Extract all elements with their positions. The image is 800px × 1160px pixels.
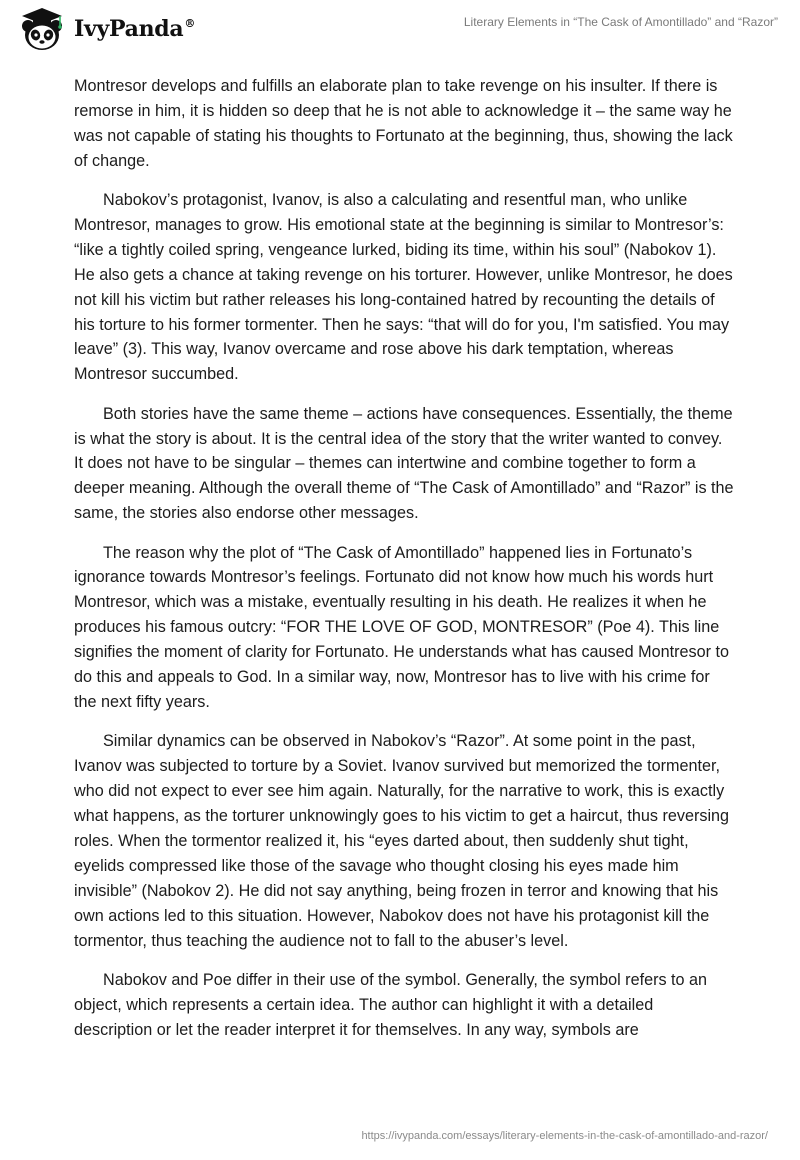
page-header [0,0,800,60]
paragraph: Nabokov’s protagonist, Ivanov, is also a calculating and resentful man, who unlike Montresor, manages to grow. His emotional state at the beginning is similar to Montresor’s: “like a tightly coiled spring, vengeance lurked, biding its time, within his soul” (Nabokov 1). He also gets a chance at taking revenge on his torturer. However, unlike Montresor, he does not kill his victim but rather releases his long-contained hatred by recounting the details of his torture to his former tormenter. Then he says: “that will do for you, I'm satisfied. You may leave” (3). This way, Ivanov overcame and rose above his dark temptation, whereas Montresor succumbed. [74,191,733,384]
running-title: Literary Elements in “The Cask of Amontillado” and “Razor” [463,15,778,29]
paragraph: Nabokov and Poe differ in their use of the symbol. Generally, the symbol refers to an object, which represents a certain idea. The author can highlight it with a detailed description or let the reader interpret it for themselves. In any way, symbols are [74,970,708,1039]
registered-mark: ® [184,17,196,30]
brand-text: IvyPanda [74,16,184,42]
paragraph: The reason why the plot of “The Cask of Amontillado” happened lies in Fortunato’s ignorance towards Montresor’s feelings. Fortunato did not know how much his words hurt Montresor, which was a mistake, eventually resulting in his death. He realizes it when he produces his famous outcry: “FOR THE LOVE OF GOD, MONTRESOR” (Poe 4). This line signifies the moment of clarity for Fortunato. He understands what has caused Montresor to do this and appeals to God. In a similar way, now, Montresor has to live with his crime for the next fifty years. [74,543,730,712]
paragraph: Similar dynamics can be observed in Nabokov’s “Razor”. At some point in the past, Ivanov was subjected to torture by a Soviet. Ivanov survived but memorized the tormenter, who did not expect to ever see him again. Naturally, for the narrative to work, this is exactly what happens, as the torturer unknowingly goes to his victim to get a haircut, thus reversing roles. When the tormentor realized it, his “eyes darted about, then suddenly shut tight, eyelids compressed like those of the savage who thought closing his eyes made him invisible” (Nabokov 2). He did not say anything, being frozen in terror and knowing that his own actions led to this situation. However, Nabokov does not have his protagonist kill the tormentor, thus teaching the audience not to fall to the abuser’s level. [74,732,730,950]
source-url-link[interactable]: https://ivypanda.com/essays/literary-elements-in-the-cask-of-amontillado-and-razor/ [361,1130,768,1142]
essay-body [74,74,734,1057]
ivypanda-logo[interactable] [16,6,236,54]
brand-name [74,16,195,42]
paragraph: Both stories have the same theme – actions have consequences. Essentially, the theme is what the story is about. It is the central idea of the story that the writer wanted to convey. It does not have to be singular – themes can intertwine and combine together to form a deeper meaning. Although the overall theme of “The Cask of Amontillado” and “Razor” is the same, the stories also endorse other messages. [74,404,734,523]
paragraph: Montresor develops and fulfills an elaborate plan to take revenge on his insulter. If there is remorse in him, it is hidden so deep that he is not able to acknowledge it – the same way he was not capable of stating his thoughts to Fortunato at the beginning, thus, showing the lack of change. [74,77,733,170]
panda-graduate-icon [16,6,68,54]
